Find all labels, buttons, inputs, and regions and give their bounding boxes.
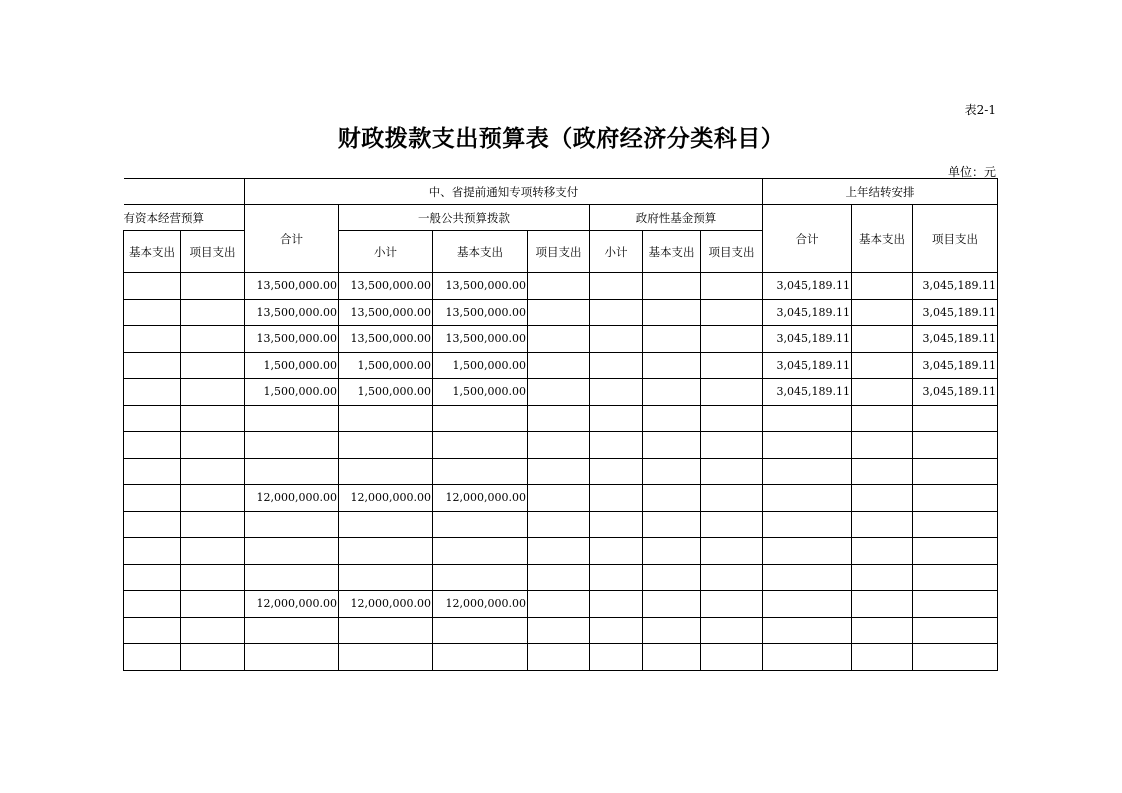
cell-gp-subtotal: 13,500,000.00 bbox=[339, 273, 433, 300]
header-sc-basic: 基本支出 bbox=[124, 231, 181, 273]
cell-total: 1,500,000.00 bbox=[245, 379, 339, 406]
cell-prior-total: 3,045,189.11 bbox=[763, 299, 852, 326]
cell-prior-total: 3,045,189.11 bbox=[763, 273, 852, 300]
cell-prior-project: 3,045,189.11 bbox=[913, 379, 998, 406]
header-gf-basic: 基本支出 bbox=[643, 231, 701, 273]
header-gp-basic: 基本支出 bbox=[433, 231, 528, 273]
cell-total: 13,500,000.00 bbox=[245, 273, 339, 300]
cell-gp-basic: 12,000,000.00 bbox=[433, 485, 528, 512]
table-row bbox=[124, 564, 998, 591]
cell-prior-total: 3,045,189.11 bbox=[763, 352, 852, 379]
table-row bbox=[124, 458, 998, 485]
cell-gp-subtotal: 12,000,000.00 bbox=[339, 591, 433, 618]
cell-gp-basic: 13,500,000.00 bbox=[433, 273, 528, 300]
table-row bbox=[124, 617, 998, 644]
header-row-1 bbox=[124, 179, 998, 205]
cell-total: 13,500,000.00 bbox=[245, 326, 339, 353]
cell-gp-subtotal: 13,500,000.00 bbox=[339, 299, 433, 326]
table-row bbox=[124, 644, 998, 671]
cell-total: 1,500,000.00 bbox=[245, 352, 339, 379]
table-row bbox=[124, 273, 998, 300]
table-row bbox=[124, 299, 998, 326]
cell-gp-basic: 13,500,000.00 bbox=[433, 299, 528, 326]
table-row bbox=[124, 538, 998, 565]
header-prior-total: 合计 bbox=[763, 205, 852, 273]
table-row bbox=[124, 352, 998, 379]
header-prior-basic: 基本支出 bbox=[852, 205, 913, 273]
cell-total: 13,500,000.00 bbox=[245, 299, 339, 326]
table-row bbox=[124, 379, 998, 406]
table-row bbox=[124, 405, 998, 432]
cell-prior-project: 3,045,189.11 bbox=[913, 352, 998, 379]
cell-gp-subtotal: 12,000,000.00 bbox=[339, 485, 433, 512]
header-gp-subtotal: 小计 bbox=[339, 231, 433, 273]
unit-label: 单位：元 bbox=[947, 165, 996, 179]
table-row bbox=[124, 326, 998, 353]
cell-total: 12,000,000.00 bbox=[245, 485, 339, 512]
table-row bbox=[124, 591, 998, 618]
header-central-transfer: 中、省提前通知专项转移支付 bbox=[245, 179, 763, 205]
cell-gp-subtotal: 13,500,000.00 bbox=[339, 326, 433, 353]
cell-gp-basic: 13,500,000.00 bbox=[433, 326, 528, 353]
header-gov-fund: 政府性基金预算 bbox=[590, 205, 763, 231]
header-blank-cell bbox=[124, 179, 245, 205]
header-gf-project: 项目支出 bbox=[701, 231, 763, 273]
header-prior-project: 项目支出 bbox=[913, 205, 998, 273]
table-number: 表2-1 bbox=[964, 103, 996, 117]
cell-prior-project: 3,045,189.11 bbox=[913, 273, 998, 300]
header-general-public: 一般公共预算拨款 bbox=[339, 205, 590, 231]
header-gf-subtotal: 小计 bbox=[590, 231, 643, 273]
header-sc-project: 项目支出 bbox=[181, 231, 245, 273]
table-row bbox=[124, 511, 998, 538]
table-row bbox=[124, 485, 998, 512]
cell-prior-project: 3,045,189.11 bbox=[913, 299, 998, 326]
header-prior-year: 上年结转安排 bbox=[763, 179, 998, 205]
cell-prior-total: 3,045,189.11 bbox=[763, 379, 852, 406]
cell-prior-project: 3,045,189.11 bbox=[913, 326, 998, 353]
cell-gp-subtotal: 1,500,000.00 bbox=[339, 379, 433, 406]
budget-table bbox=[123, 178, 998, 671]
cell-prior-total: 3,045,189.11 bbox=[763, 326, 852, 353]
cell-gp-basic: 1,500,000.00 bbox=[433, 379, 528, 406]
header-state-capital: 有资本经营预算 bbox=[124, 205, 245, 231]
cell-gp-subtotal: 1,500,000.00 bbox=[339, 352, 433, 379]
header-total: 合计 bbox=[245, 205, 339, 273]
table-row bbox=[124, 432, 998, 459]
page-title: 财政拨款支出预算表（政府经济分类科目） bbox=[337, 126, 785, 152]
header-row-2 bbox=[124, 205, 998, 231]
header-gp-project: 项目支出 bbox=[528, 231, 590, 273]
cell-gp-basic: 12,000,000.00 bbox=[433, 591, 528, 618]
cell-gp-basic: 1,500,000.00 bbox=[433, 352, 528, 379]
cell-total: 12,000,000.00 bbox=[245, 591, 339, 618]
